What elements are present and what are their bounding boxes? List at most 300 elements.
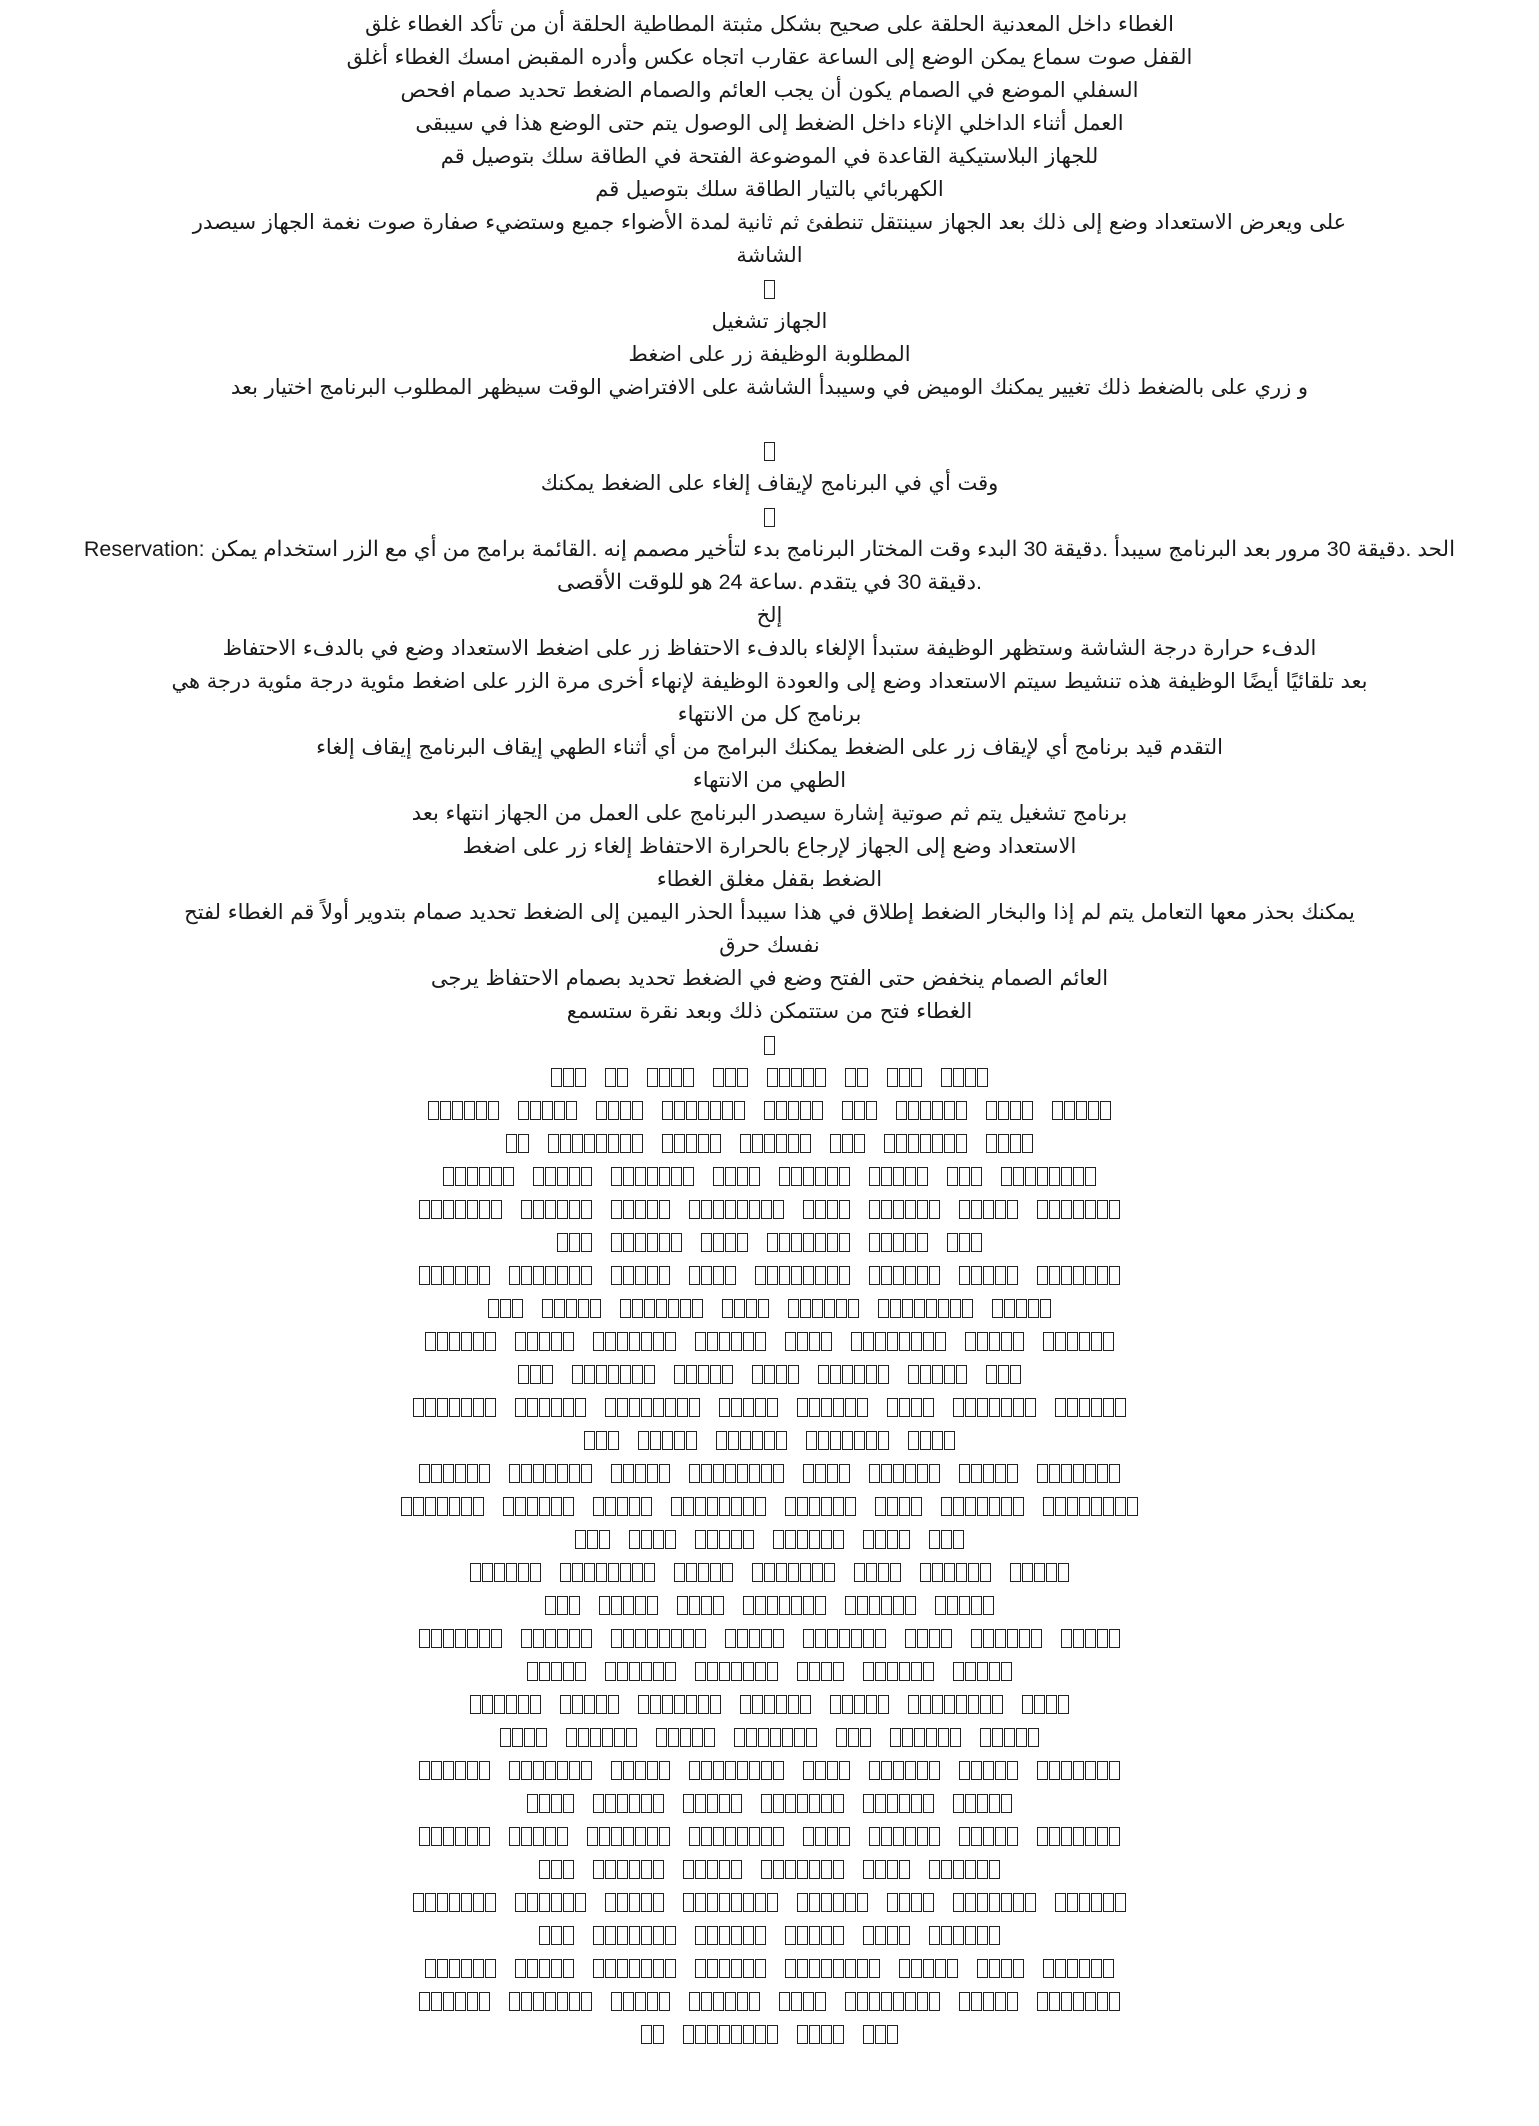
missing-glyph-icon (455, 1992, 466, 2011)
missing-glyph-icon (665, 1959, 676, 1978)
missing-glyph-icon (674, 1134, 685, 1153)
missing-glyph-icon (809, 2025, 820, 2044)
text-line: برنامج كل من الانتهاء (677, 702, 862, 726)
missing-glyph-icon (413, 1398, 424, 1417)
missing-glyph-icon (1103, 1893, 1114, 1912)
unrendered-text-line (18, 1589, 1521, 1622)
missing-glyph-icon (770, 1728, 781, 1747)
missing-glyph-icon (1073, 1464, 1084, 1483)
missing-glyph-icon (419, 1464, 430, 1483)
missing-glyph-icon (725, 1200, 736, 1219)
missing-glyph-icon (1046, 1563, 1057, 1582)
missing-glyph-icon (962, 1299, 973, 1318)
missing-glyph-icon (641, 1959, 652, 1978)
unrendered-word (941, 1497, 1025, 1516)
missing-glyph-icon (869, 1464, 880, 1483)
missing-glyph-icon (707, 1959, 718, 1978)
unrendered-word (959, 1827, 1019, 1846)
missing-glyph-icon (881, 1827, 892, 1846)
unrendered-word (797, 1398, 869, 1417)
missing-glyph-icon (764, 442, 775, 461)
missing-glyph-icon (512, 1299, 523, 1318)
missing-glyph-icon (983, 1596, 994, 1615)
missing-glyph-icon (1067, 1332, 1078, 1351)
unrendered-word (722, 1299, 770, 1318)
missing-glyph-icon (866, 1365, 877, 1384)
missing-glyph-icon (842, 1695, 853, 1714)
missing-glyph-icon (1013, 1398, 1024, 1417)
missing-glyph-icon (863, 2025, 874, 2044)
missing-glyph-icon (977, 1893, 988, 1912)
text-line: و زري على بالضغط ذلك تغيير يمكنك الوميض في وسيبدأ الشاشة على الافتراضي الوقت سيظهر المطلوب البرنامج اختيار بعد (230, 375, 1309, 399)
unrendered-word (401, 1497, 485, 1516)
missing-glyph-icon (461, 1893, 472, 1912)
missing-glyph-icon (506, 1563, 517, 1582)
missing-glyph-icon (596, 1563, 607, 1582)
unrendered-word (863, 1926, 911, 1945)
missing-glyph-icon (881, 1464, 892, 1483)
missing-glyph-icon (989, 1860, 1000, 1879)
missing-glyph-icon (1001, 1794, 1012, 1813)
missing-glyph-icon (605, 1959, 616, 1978)
missing-glyph-icon (965, 1662, 976, 1681)
missing-glyph-icon (1040, 1299, 1051, 1318)
missing-glyph-icon (1010, 1563, 1021, 1582)
missing-glyph-icon (692, 1299, 703, 1318)
missing-glyph-icon (809, 1959, 820, 1978)
missing-glyph-icon (641, 1662, 652, 1681)
missing-glyph-icon (800, 1299, 811, 1318)
missing-glyph-icon (581, 1464, 592, 1483)
missing-glyph-icon (554, 1101, 565, 1120)
unrendered-word (887, 1068, 923, 1087)
missing-glyph-icon (719, 1530, 730, 1549)
missing-glyph-icon (1073, 1167, 1084, 1186)
missing-glyph-icon (686, 1101, 697, 1120)
missing-glyph-icon (863, 1629, 874, 1648)
missing-glyph-icon (1115, 1893, 1126, 1912)
missing-glyph-icon (998, 1101, 1009, 1120)
missing-glyph-icon (470, 1563, 481, 1582)
unrendered-word (419, 1827, 491, 1846)
missing-glyph-icon (1061, 1992, 1072, 2011)
missing-glyph-icon (992, 1728, 1003, 1747)
missing-glyph-icon (920, 1365, 931, 1384)
unrendered-word (935, 1596, 995, 1615)
missing-glyph-icon (776, 1365, 787, 1384)
missing-glyph-icon (869, 1266, 880, 1285)
missing-glyph-icon (1085, 1629, 1096, 1648)
missing-glyph-icon (695, 1959, 706, 1978)
missing-glyph-icon (455, 1629, 466, 1648)
missing-glyph-icon (713, 1200, 724, 1219)
missing-glyph-icon (629, 1959, 640, 1978)
missing-glyph-icon (521, 1992, 532, 2011)
unrendered-word (785, 1926, 845, 1945)
unrendered-word (425, 1959, 497, 1978)
missing-glyph-icon (731, 1860, 742, 1879)
missing-glyph-icon (764, 280, 775, 299)
unrendered-word (593, 1926, 677, 1945)
missing-glyph-icon (1043, 1959, 1054, 1978)
missing-glyph-icon (923, 1893, 934, 1912)
missing-glyph-icon (620, 1299, 631, 1318)
missing-glyph-icon (737, 1200, 748, 1219)
missing-glyph-icon (695, 2025, 706, 2044)
missing-glyph-icon (779, 1167, 790, 1186)
missing-glyph-icon (803, 1827, 814, 1846)
unrendered-word (515, 1893, 587, 1912)
missing-glyph-icon (899, 1794, 910, 1813)
missing-glyph-icon (584, 1431, 595, 1450)
missing-glyph-icon (833, 1398, 844, 1417)
missing-glyph-icon (623, 1167, 634, 1186)
missing-glyph-icon (863, 1332, 874, 1351)
missing-glyph-icon (479, 1266, 490, 1285)
unrendered-text-line (18, 1886, 1521, 1919)
text-line: الاستعداد وضع إلى الجهاز لإرجاع بالحرارة الاحتفاظ إلغاء زر على اضغط (462, 834, 1077, 858)
missing-glyph-icon (545, 1167, 556, 1186)
missing-glyph-icon (1103, 1398, 1114, 1417)
missing-glyph-icon (779, 1068, 790, 1087)
unrendered-word (515, 1332, 575, 1351)
missing-glyph-icon (563, 1398, 574, 1417)
missing-glyph-icon (944, 1365, 955, 1384)
unrendered-word (695, 1662, 779, 1681)
missing-glyph-icon (821, 1662, 832, 1681)
text-line: وقت أي في البرنامج لإيقاف إلغاء على الضغط يمكنك (540, 471, 999, 495)
missing-glyph-icon (485, 1959, 496, 1978)
missing-glyph-icon (878, 1431, 889, 1450)
missing-glyph-icon (605, 1860, 616, 1879)
unrendered-word (953, 1398, 1037, 1417)
missing-glyph-icon (779, 1992, 790, 2011)
missing-glyph-icon (986, 1134, 997, 1153)
missing-glyph-icon (527, 1959, 538, 1978)
unrendered-word (689, 1992, 761, 2011)
missing-glyph-icon (455, 1761, 466, 1780)
missing-glyph-icon (683, 1893, 694, 1912)
missing-glyph-icon (641, 1893, 652, 1912)
missing-glyph-icon (743, 1497, 754, 1516)
missing-glyph-icon (977, 1068, 988, 1087)
missing-glyph-icon (881, 1992, 892, 2011)
missing-glyph-icon (443, 1761, 454, 1780)
missing-glyph-icon (953, 1068, 964, 1087)
missing-glyph-icon (809, 1794, 820, 1813)
missing-glyph-icon (593, 1860, 604, 1879)
unrendered-word (695, 1332, 767, 1351)
missing-glyph-icon (932, 1695, 943, 1714)
unrendered-word (953, 1794, 1013, 1813)
unrendered-word (425, 1332, 497, 1351)
text-line: للجهاز البلاستيكية القاعدة في الموضوعة الفتحة في الطاقة سلك بتوصيل قم (440, 144, 1099, 168)
missing-glyph-icon (923, 1794, 934, 1813)
missing-glyph-icon (443, 1629, 454, 1648)
missing-glyph-icon (980, 1695, 991, 1714)
missing-glyph-icon (932, 1101, 943, 1120)
missing-glyph-icon (791, 1068, 802, 1087)
unrendered-text-line (18, 1358, 1521, 1391)
unrendered-word (785, 1497, 857, 1516)
missing-glyph-icon (953, 1860, 964, 1879)
missing-glyph-icon (647, 1233, 658, 1252)
blank-line (18, 1028, 1521, 1061)
missing-glyph-icon (668, 1728, 679, 1747)
missing-glyph-icon (554, 1299, 565, 1318)
missing-glyph-icon (1007, 1629, 1018, 1648)
missing-glyph-icon (575, 1893, 586, 1912)
missing-glyph-icon (572, 1695, 583, 1714)
missing-glyph-icon (551, 1860, 562, 1879)
missing-glyph-icon (977, 1860, 988, 1879)
missing-glyph-icon (851, 1332, 862, 1351)
missing-glyph-icon (611, 1233, 622, 1252)
missing-glyph-icon (533, 1629, 544, 1648)
missing-glyph-icon (755, 1893, 766, 1912)
missing-glyph-icon (947, 1596, 958, 1615)
missing-glyph-icon (761, 1827, 772, 1846)
missing-glyph-icon (1097, 1464, 1108, 1483)
missing-glyph-icon (905, 1233, 916, 1252)
unrendered-word (695, 1959, 767, 1978)
missing-glyph-icon (659, 1068, 670, 1087)
missing-glyph-icon (683, 2025, 694, 2044)
missing-glyph-icon (854, 1134, 865, 1153)
missing-glyph-icon (560, 1563, 571, 1582)
unrendered-word (689, 1200, 785, 1219)
missing-glyph-icon (929, 1827, 940, 1846)
missing-glyph-icon (806, 1431, 817, 1450)
missing-glyph-icon (785, 1926, 796, 1945)
missing-glyph-icon (428, 1101, 439, 1120)
missing-glyph-icon (737, 1167, 748, 1186)
missing-glyph-icon (665, 1926, 676, 1945)
missing-glyph-icon (827, 1629, 838, 1648)
unrendered-word (533, 1167, 593, 1186)
missing-glyph-icon (677, 1596, 688, 1615)
missing-glyph-icon (647, 1629, 658, 1648)
missing-glyph-icon (707, 1662, 718, 1681)
missing-glyph-icon (809, 1398, 820, 1417)
missing-glyph-icon (929, 1530, 940, 1549)
missing-glyph-icon (659, 1992, 670, 2011)
missing-glyph-icon (437, 1959, 448, 1978)
unrendered-word (887, 1893, 935, 1912)
missing-glyph-icon (725, 1068, 736, 1087)
text-line: برنامج تشغيل يتم ثم صوتية إشارة سيصدر البرنامج على العمل من الجهاز انتهاء بعد (411, 801, 1128, 825)
unrendered-word (713, 1068, 749, 1087)
unrendered-word (1037, 1200, 1121, 1219)
missing-glyph-icon (572, 1134, 583, 1153)
missing-glyph-icon (608, 1563, 619, 1582)
missing-glyph-icon (1043, 1497, 1054, 1516)
text-line: نفسك حرق (719, 933, 820, 957)
missing-glyph-icon (455, 1200, 466, 1219)
blank-line (18, 434, 1521, 467)
missing-glyph-icon (1001, 1398, 1012, 1417)
missing-glyph-icon (491, 1200, 502, 1219)
missing-glyph-icon (452, 1101, 463, 1120)
unrendered-word (818, 1365, 890, 1384)
missing-glyph-icon (821, 1332, 832, 1351)
missing-glyph-icon (971, 1464, 982, 1483)
missing-glyph-icon (611, 1629, 622, 1648)
missing-glyph-icon (968, 1695, 979, 1714)
missing-glyph-icon (875, 1629, 886, 1648)
missing-glyph-icon (1085, 1464, 1096, 1483)
missing-glyph-icon (623, 1596, 634, 1615)
missing-glyph-icon (1025, 1167, 1036, 1186)
missing-glyph-icon (611, 1827, 622, 1846)
unrendered-word (830, 1695, 890, 1714)
missing-glyph-icon (989, 1794, 1000, 1813)
missing-glyph-icon (857, 1398, 868, 1417)
unrendered-word (1010, 1563, 1070, 1582)
missing-glyph-icon (485, 1398, 496, 1417)
missing-glyph-icon (701, 1596, 712, 1615)
missing-glyph-icon (674, 1695, 685, 1714)
missing-glyph-icon (908, 1365, 919, 1384)
unrendered-word (908, 1431, 956, 1450)
missing-glyph-icon (953, 1926, 964, 1945)
unrendered-word (509, 1827, 569, 1846)
missing-glyph-icon (953, 1893, 964, 1912)
missing-glyph-icon (455, 1827, 466, 1846)
missing-glyph-icon (1034, 1695, 1045, 1714)
missing-glyph-icon (653, 1662, 664, 1681)
missing-glyph-icon (905, 1992, 916, 2011)
missing-glyph-icon (869, 1167, 880, 1186)
missing-glyph-icon (731, 1398, 742, 1417)
missing-glyph-icon (566, 1101, 577, 1120)
missing-glyph-icon (929, 1992, 940, 2011)
missing-glyph-icon (584, 1134, 595, 1153)
missing-glyph-icon (437, 1398, 448, 1417)
missing-glyph-icon (707, 1794, 718, 1813)
missing-glyph-icon (599, 1596, 610, 1615)
unrendered-word (803, 1200, 851, 1219)
missing-glyph-icon (1085, 1827, 1096, 1846)
missing-glyph-icon (725, 1761, 736, 1780)
missing-glyph-icon (809, 1662, 820, 1681)
missing-glyph-icon (737, 1464, 748, 1483)
missing-glyph-icon (596, 1365, 607, 1384)
missing-glyph-icon (722, 1563, 733, 1582)
unrendered-word (884, 1134, 968, 1153)
unrendered-word (734, 1728, 818, 1747)
missing-glyph-icon (878, 1299, 889, 1318)
unrendered-word (656, 1728, 716, 1747)
missing-glyph-icon (587, 1827, 598, 1846)
missing-glyph-icon (788, 1695, 799, 1714)
unrendered-word (683, 1860, 743, 1879)
missing-glyph-icon (731, 2025, 742, 2044)
missing-glyph-icon (566, 1299, 577, 1318)
missing-glyph-icon (584, 1365, 595, 1384)
missing-glyph-icon (509, 1992, 520, 2011)
missing-glyph-icon (743, 1530, 754, 1549)
missing-glyph-icon (977, 1959, 988, 1978)
missing-glyph-icon (1004, 1299, 1015, 1318)
missing-glyph-icon (899, 1893, 910, 1912)
missing-glyph-icon (980, 1563, 991, 1582)
missing-glyph-icon (635, 1992, 646, 2011)
missing-glyph-icon (932, 1134, 943, 1153)
missing-glyph-icon (1097, 1761, 1108, 1780)
missing-glyph-icon (539, 1398, 550, 1417)
missing-glyph-icon (995, 1464, 1006, 1483)
missing-glyph-icon (629, 1398, 640, 1417)
missing-glyph-icon (629, 1530, 640, 1549)
missing-glyph-icon (644, 1299, 655, 1318)
missing-glyph-icon (401, 1497, 412, 1516)
missing-glyph-icon (1097, 1200, 1108, 1219)
missing-glyph-icon (707, 1332, 718, 1351)
missing-glyph-icon (674, 1563, 685, 1582)
unrendered-word (689, 1761, 785, 1780)
missing-glyph-icon (611, 1200, 622, 1219)
missing-glyph-icon (1079, 1959, 1090, 1978)
missing-glyph-icon (716, 1431, 727, 1450)
unrendered-word (515, 1398, 587, 1417)
missing-glyph-icon (635, 1200, 646, 1219)
unrendered-word (1037, 1827, 1121, 1846)
missing-glyph-icon (569, 1464, 580, 1483)
missing-glyph-icon (551, 1068, 562, 1087)
missing-glyph-icon (620, 1134, 631, 1153)
unrendered-word (674, 1563, 734, 1582)
unrendered-word (509, 1992, 593, 2011)
text-line: إلخ (756, 603, 783, 627)
missing-glyph-icon (635, 1233, 646, 1252)
missing-glyph-icon (857, 1959, 868, 1978)
missing-glyph-icon (437, 1332, 448, 1351)
unrendered-word (797, 2025, 845, 2044)
unrendered-word (761, 1794, 845, 1813)
unrendered-word (713, 1167, 761, 1186)
missing-glyph-icon (899, 1398, 910, 1417)
missing-glyph-icon (725, 1464, 736, 1483)
missing-glyph-icon (617, 1398, 628, 1417)
missing-glyph-icon (563, 1662, 574, 1681)
missing-glyph-icon (632, 1101, 643, 1120)
missing-glyph-icon (701, 1992, 712, 2011)
missing-glyph-icon (611, 1992, 622, 2011)
missing-glyph-icon (518, 1695, 529, 1714)
missing-glyph-icon (983, 1629, 994, 1648)
missing-glyph-icon (815, 1266, 826, 1285)
missing-glyph-icon (584, 1695, 595, 1714)
missing-glyph-icon (905, 1266, 916, 1285)
missing-glyph-icon (830, 1365, 841, 1384)
missing-glyph-icon (425, 1398, 436, 1417)
missing-glyph-icon (461, 1398, 472, 1417)
missing-glyph-icon (665, 1662, 676, 1681)
missing-glyph-icon (746, 1728, 757, 1747)
missing-glyph-icon (425, 1332, 436, 1351)
missing-glyph-icon (848, 1299, 859, 1318)
missing-glyph-icon (1025, 1893, 1036, 1912)
missing-glyph-icon (608, 1695, 619, 1714)
missing-glyph-icon (731, 1893, 742, 1912)
missing-glyph-icon (815, 1761, 826, 1780)
missing-glyph-icon (743, 1332, 754, 1351)
missing-glyph-icon (608, 1431, 619, 1450)
unrendered-word (929, 1926, 1001, 1945)
missing-glyph-icon (701, 1761, 712, 1780)
missing-glyph-icon (719, 1662, 730, 1681)
